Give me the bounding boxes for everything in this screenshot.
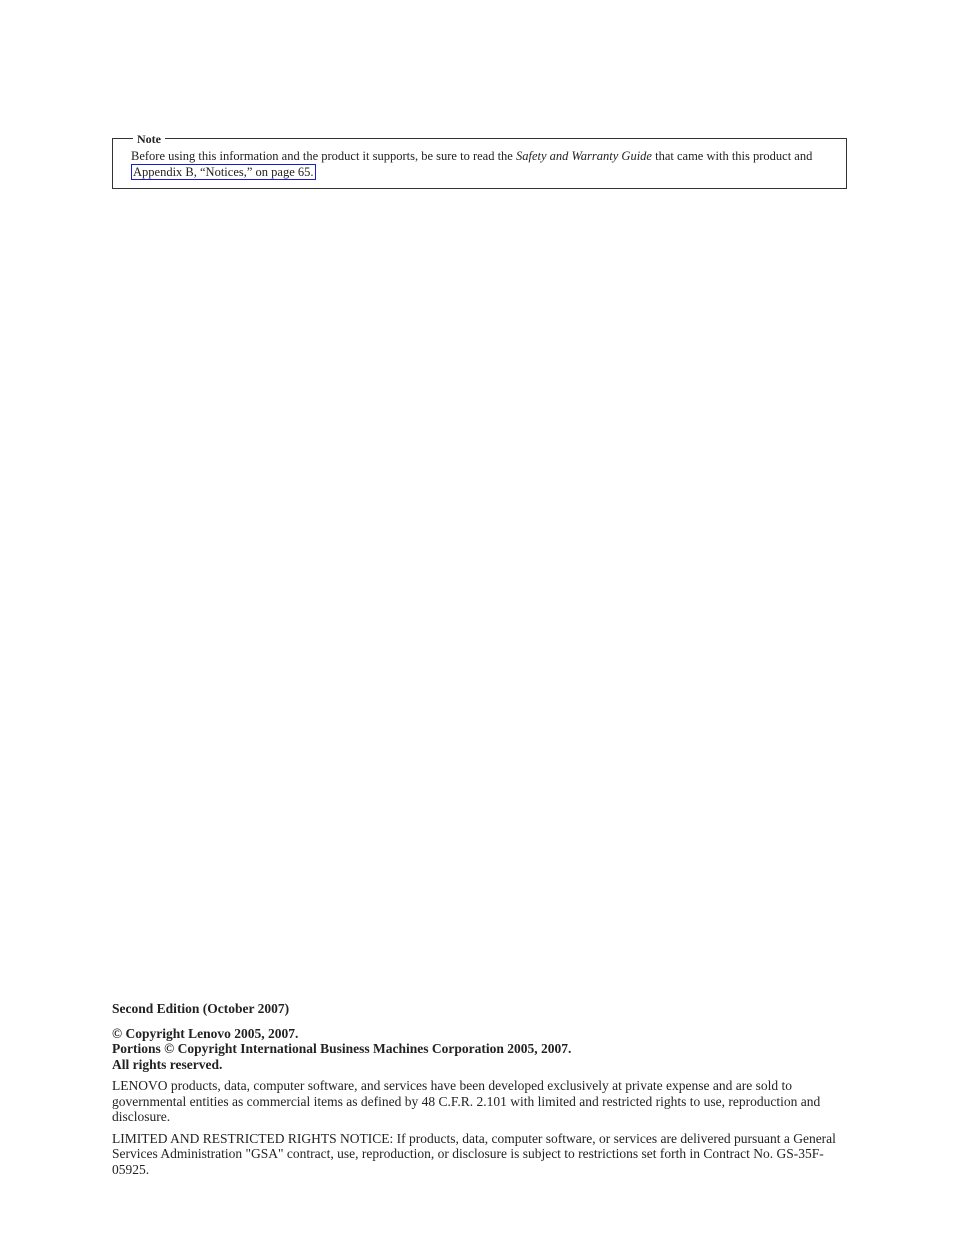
- note-title: Note: [133, 133, 165, 146]
- restricted-rights-paragraph: LIMITED AND RESTRICTED RIGHTS NOTICE: If products, data, computer software, or services are delivered pursuant a General Services Administration "GSA" contract, use, reproduction, or disclosure is subject to restrictions set forth in Contract No. GS-35F-05925.: [112, 1130, 836, 1177]
- copyright-lenovo: © Copyright Lenovo 2005, 2007.: [112, 1025, 299, 1041]
- copyright-block: [112, 1026, 852, 1073]
- note-text-before: Before using this information and the product it supports, be sure to read the: [131, 149, 516, 163]
- edition-notice: [112, 1001, 852, 1183]
- safety-warranty-guide-title: Safety and Warranty Guide: [516, 149, 652, 163]
- copyright-ibm: Portions © Copyright International Business Machines Corporation 2005, 2007.: [112, 1041, 572, 1056]
- all-rights-reserved: All rights reserved.: [112, 1056, 223, 1072]
- notices-appendix-link[interactable]: Appendix B, “Notices,” on page 65.: [133, 165, 314, 179]
- edition-line: Second Edition (October 2007): [112, 1001, 290, 1016]
- note-text-middle: that came with this product and: [651, 149, 813, 163]
- lenovo-products-paragraph: LENOVO products, data, computer software, and services have been developed exclusively at private expense and are sold to governmental entities as commercial items as defined by 48 C.F.R. 2.101 with limited and restricted rights to use, reproduction and disclosure.: [112, 1078, 821, 1124]
- note-text: [131, 148, 836, 180]
- note-box: [112, 132, 847, 189]
